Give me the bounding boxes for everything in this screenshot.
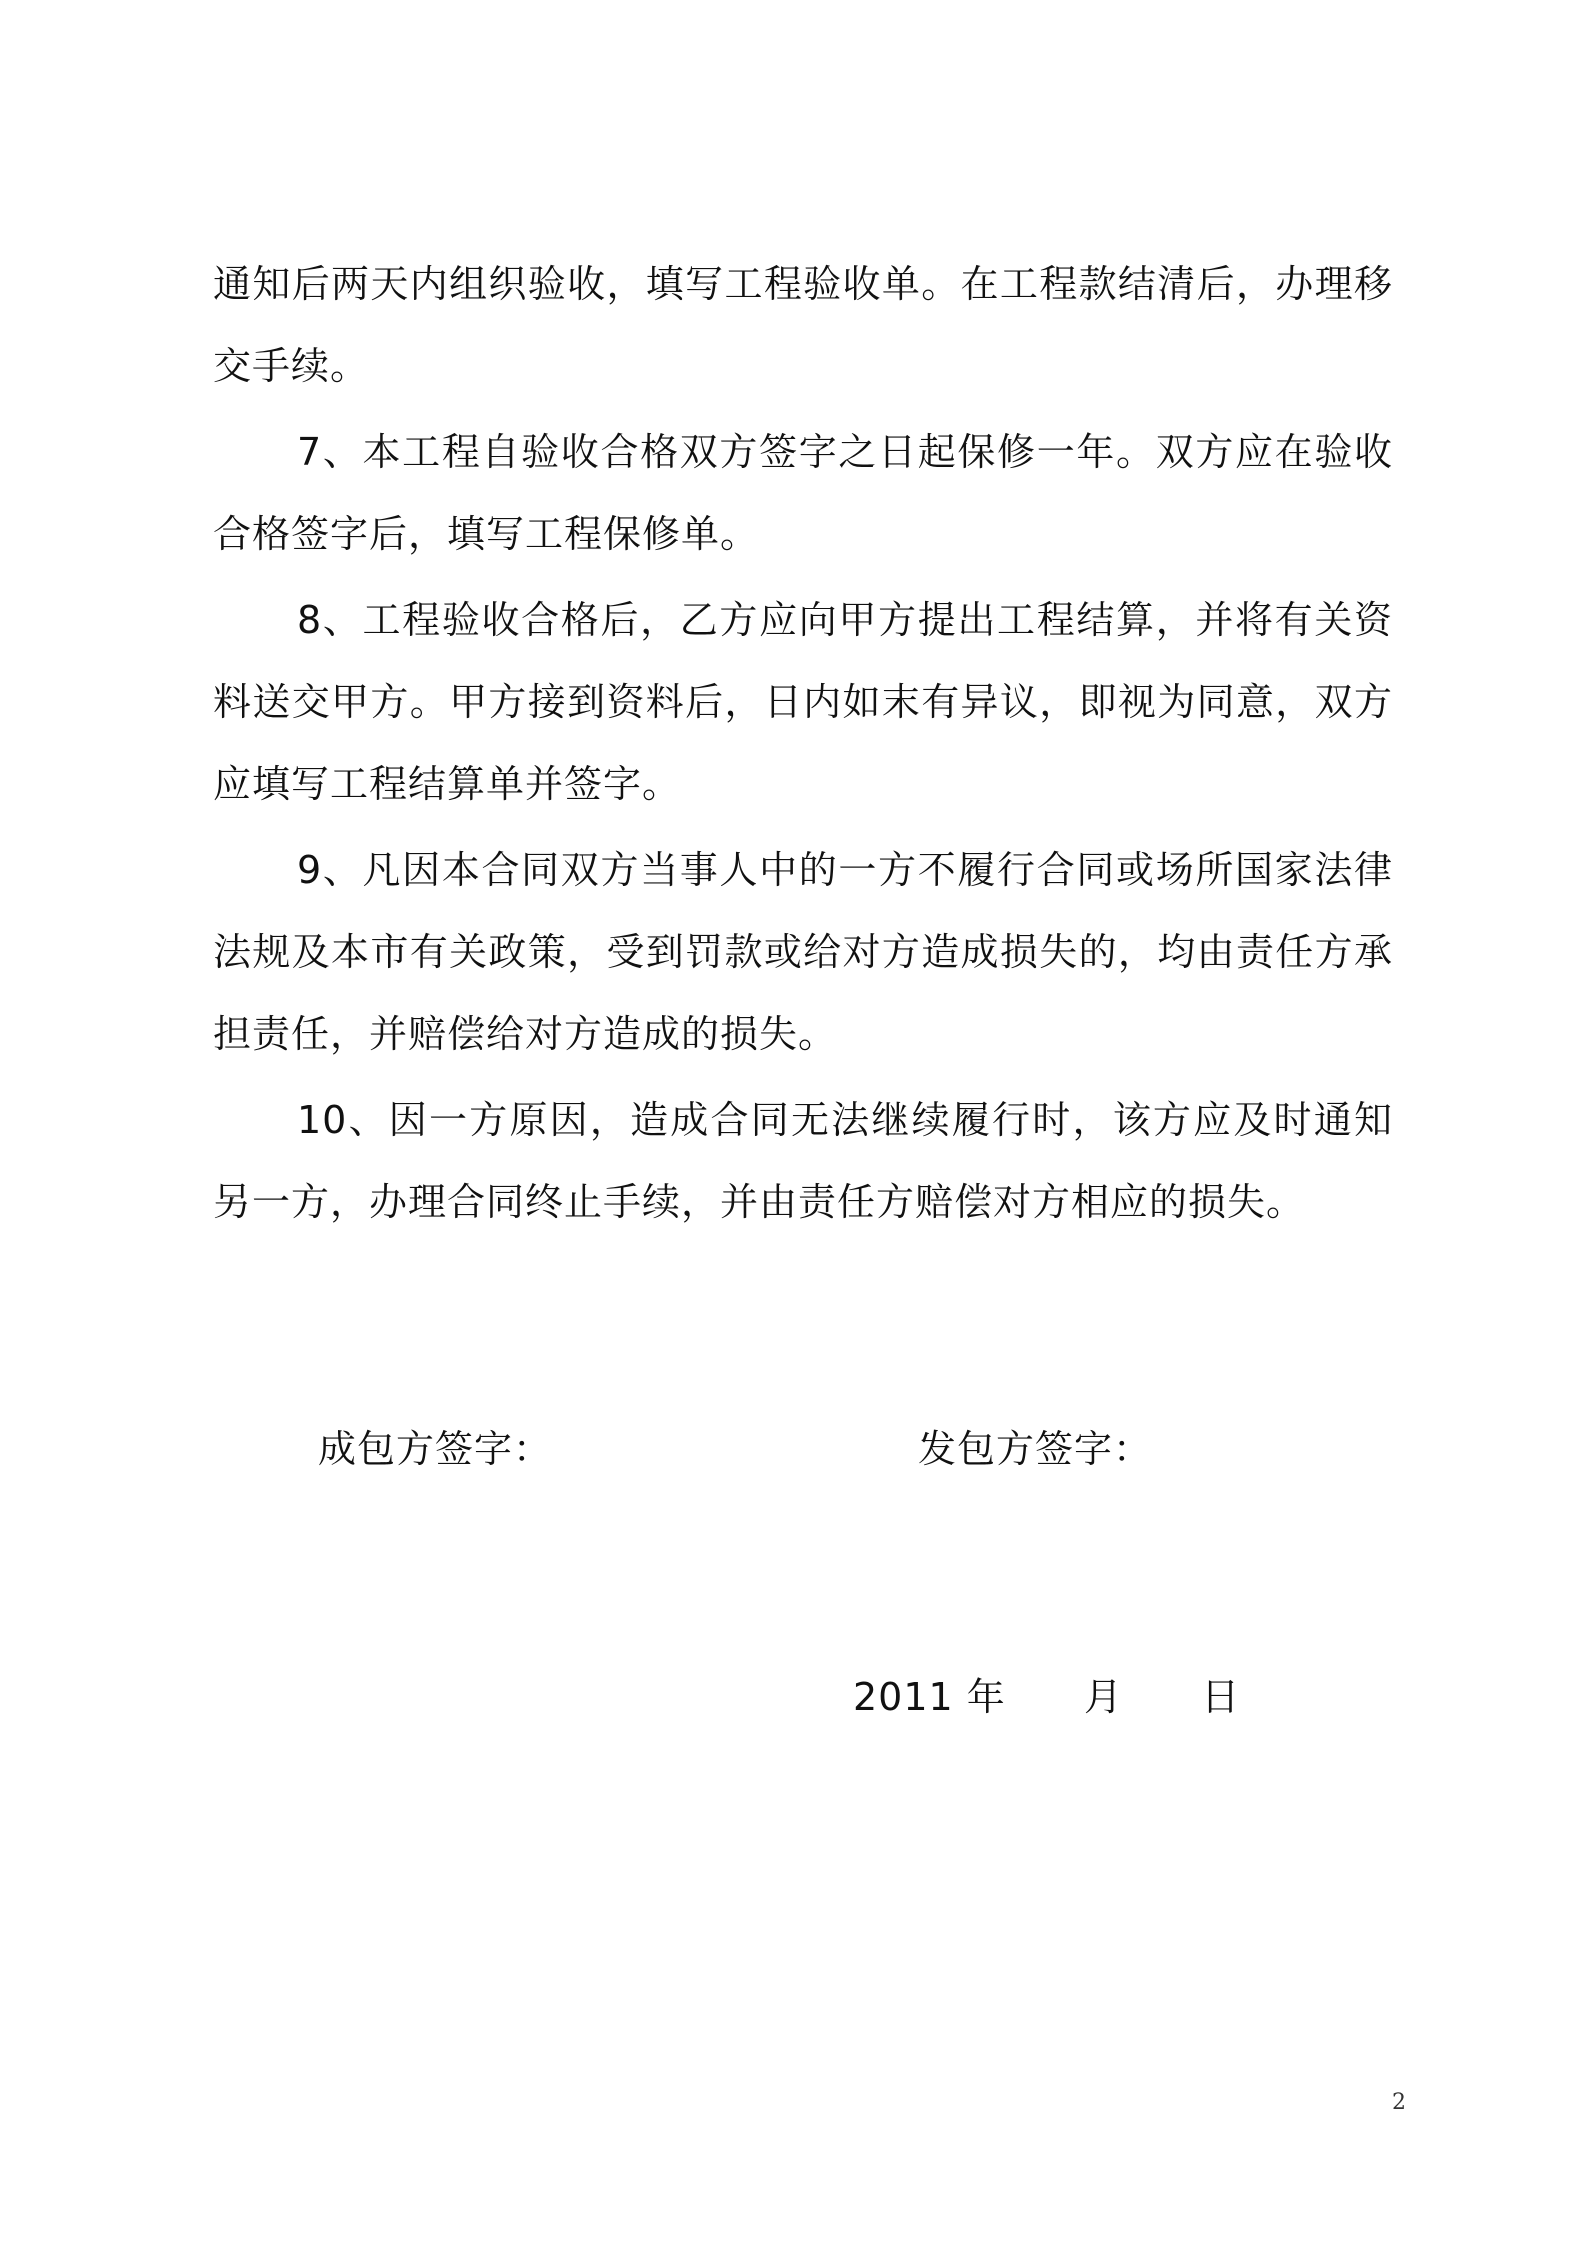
paragraph-continuation: 通知后两天内组织验收，填写工程验收单。在工程款结清后，办理移交手续。 [213, 262, 1393, 388]
contractor-signature-label: 成包方签字： [318, 1427, 553, 1471]
date-month: 月 [1083, 1675, 1123, 1719]
clause-7: 7、本工程自验收合格双方签字之日起保修一年。双方应在验收合格签字后，填写工程保修单。 [213, 430, 1393, 556]
page-number: 2 [1392, 2090, 1406, 2115]
date-line [853, 1672, 1240, 1722]
contract-body [213, 243, 1393, 1247]
date-year: 2011 年 [853, 1675, 1006, 1719]
clause-9: 9、凡因本合同双方当事人中的一方不履行合同或场所国家法律法规及本市有关政策，受到罚款或给对方造成损失的，均由责任方承担责任，并赔偿给对方造成的损失。 [213, 848, 1393, 1056]
date-day: 日 [1201, 1675, 1241, 1719]
clause-10: 10、因一方原因，造成合同无法继续履行时，该方应及时通知另一方，办理合同终止手续，并由责任方赔偿对方相应的损失。 [213, 1098, 1393, 1224]
clause-8: 8、工程验收合格后，乙方应向甲方提出工程结算，并将有关资料送交甲方。甲方接到资料后，日内如末有异议，即视为同意，双方应填写工程结算单并签字。 [213, 598, 1393, 806]
client-signature-label: 发包方签字： [918, 1427, 1153, 1471]
